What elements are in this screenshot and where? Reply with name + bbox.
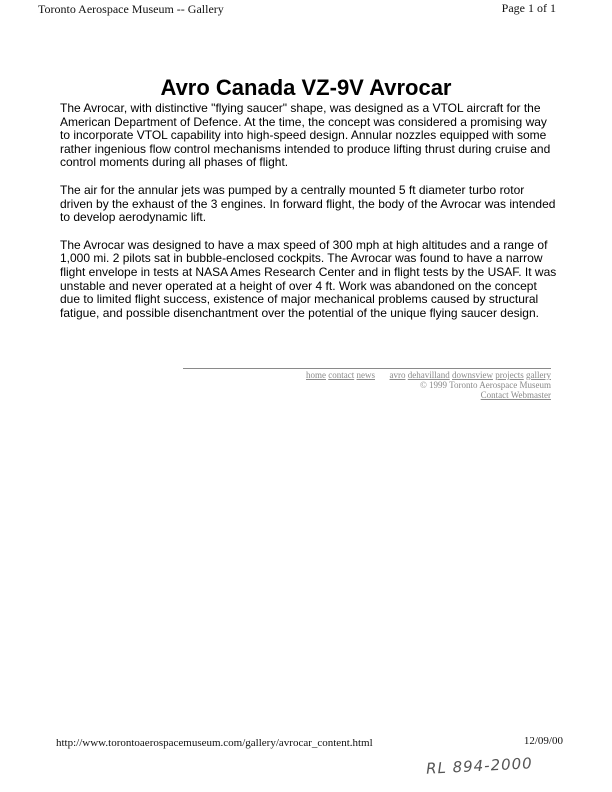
downsview-link[interactable]: downsview	[452, 370, 493, 380]
home-link[interactable]: home	[306, 370, 326, 380]
footer-nav	[200, 370, 551, 400]
footer-divider	[183, 368, 551, 369]
news-link[interactable]: news	[356, 370, 375, 380]
print-date: 12/09/00	[523, 735, 563, 747]
article-paragraph: The Avrocar, with distinctive "flying saucer" shape, was designed as a VTOL aircraft for the American Department of Defence. At the time, the concept was considered a promising way to incorporate VTOL capability into high-speed design. Annular nozzles equipped with some rather ingenious flow control mechanisms intended to produce lifting thrust during cruise and control moments during all phases of flight.	[60, 101, 551, 170]
contact-link[interactable]: contact	[328, 370, 355, 380]
page-url: http://www.torontoaerospacemuseum.com/gallery/avrocar_content.html	[56, 737, 373, 749]
projects-link[interactable]: projects	[495, 370, 524, 380]
print-header-title: Toronto Aerospace Museum -- Gallery	[38, 2, 224, 16]
print-header	[0, 0, 612, 20]
avro-link[interactable]: avro	[389, 370, 406, 380]
print-footer	[0, 734, 612, 754]
copyright-text: © 1999 Toronto Aerospace Museum	[419, 380, 551, 390]
article-paragraph: The Avrocar was designed to have a max speed of 300 mph at high altitudes and a range of 1,000 mi. 2 pilots sat in bubble-enclosed cockpits. The Avrocar was found to have a narrow flight envelope in tests at NASA Ames Research Center and in flight tests by the USAF. It was unstable and never operated at a height of over 4 ft. Work was abandoned on the concept due to limited flight success, existence of major mechanical problems caused by structural fatigue, and possible disenchantment over the potential of the unique flying saucer design.	[60, 237, 557, 320]
page-indicator: Page 1 of 1	[501, 1, 556, 15]
article-body	[60, 102, 558, 334]
contact-webmaster-link[interactable]: Contact Webmaster	[480, 390, 551, 400]
page-title: Avro Canada VZ-9V Avrocar	[160, 74, 452, 100]
gallery-link[interactable]: gallery	[526, 370, 551, 380]
handwritten-note: RL 894-2000	[425, 754, 534, 778]
article-paragraph: The air for the annular jets was pumped by a centrally mounted 5 ft diameter turbo rotor driven by the exhaust of the 3 engines. In forward flight, the body of the Avrocar was intended to develop aerodynamic lift.	[60, 182, 556, 225]
dehavilland-link[interactable]: dehavilland	[407, 370, 450, 380]
